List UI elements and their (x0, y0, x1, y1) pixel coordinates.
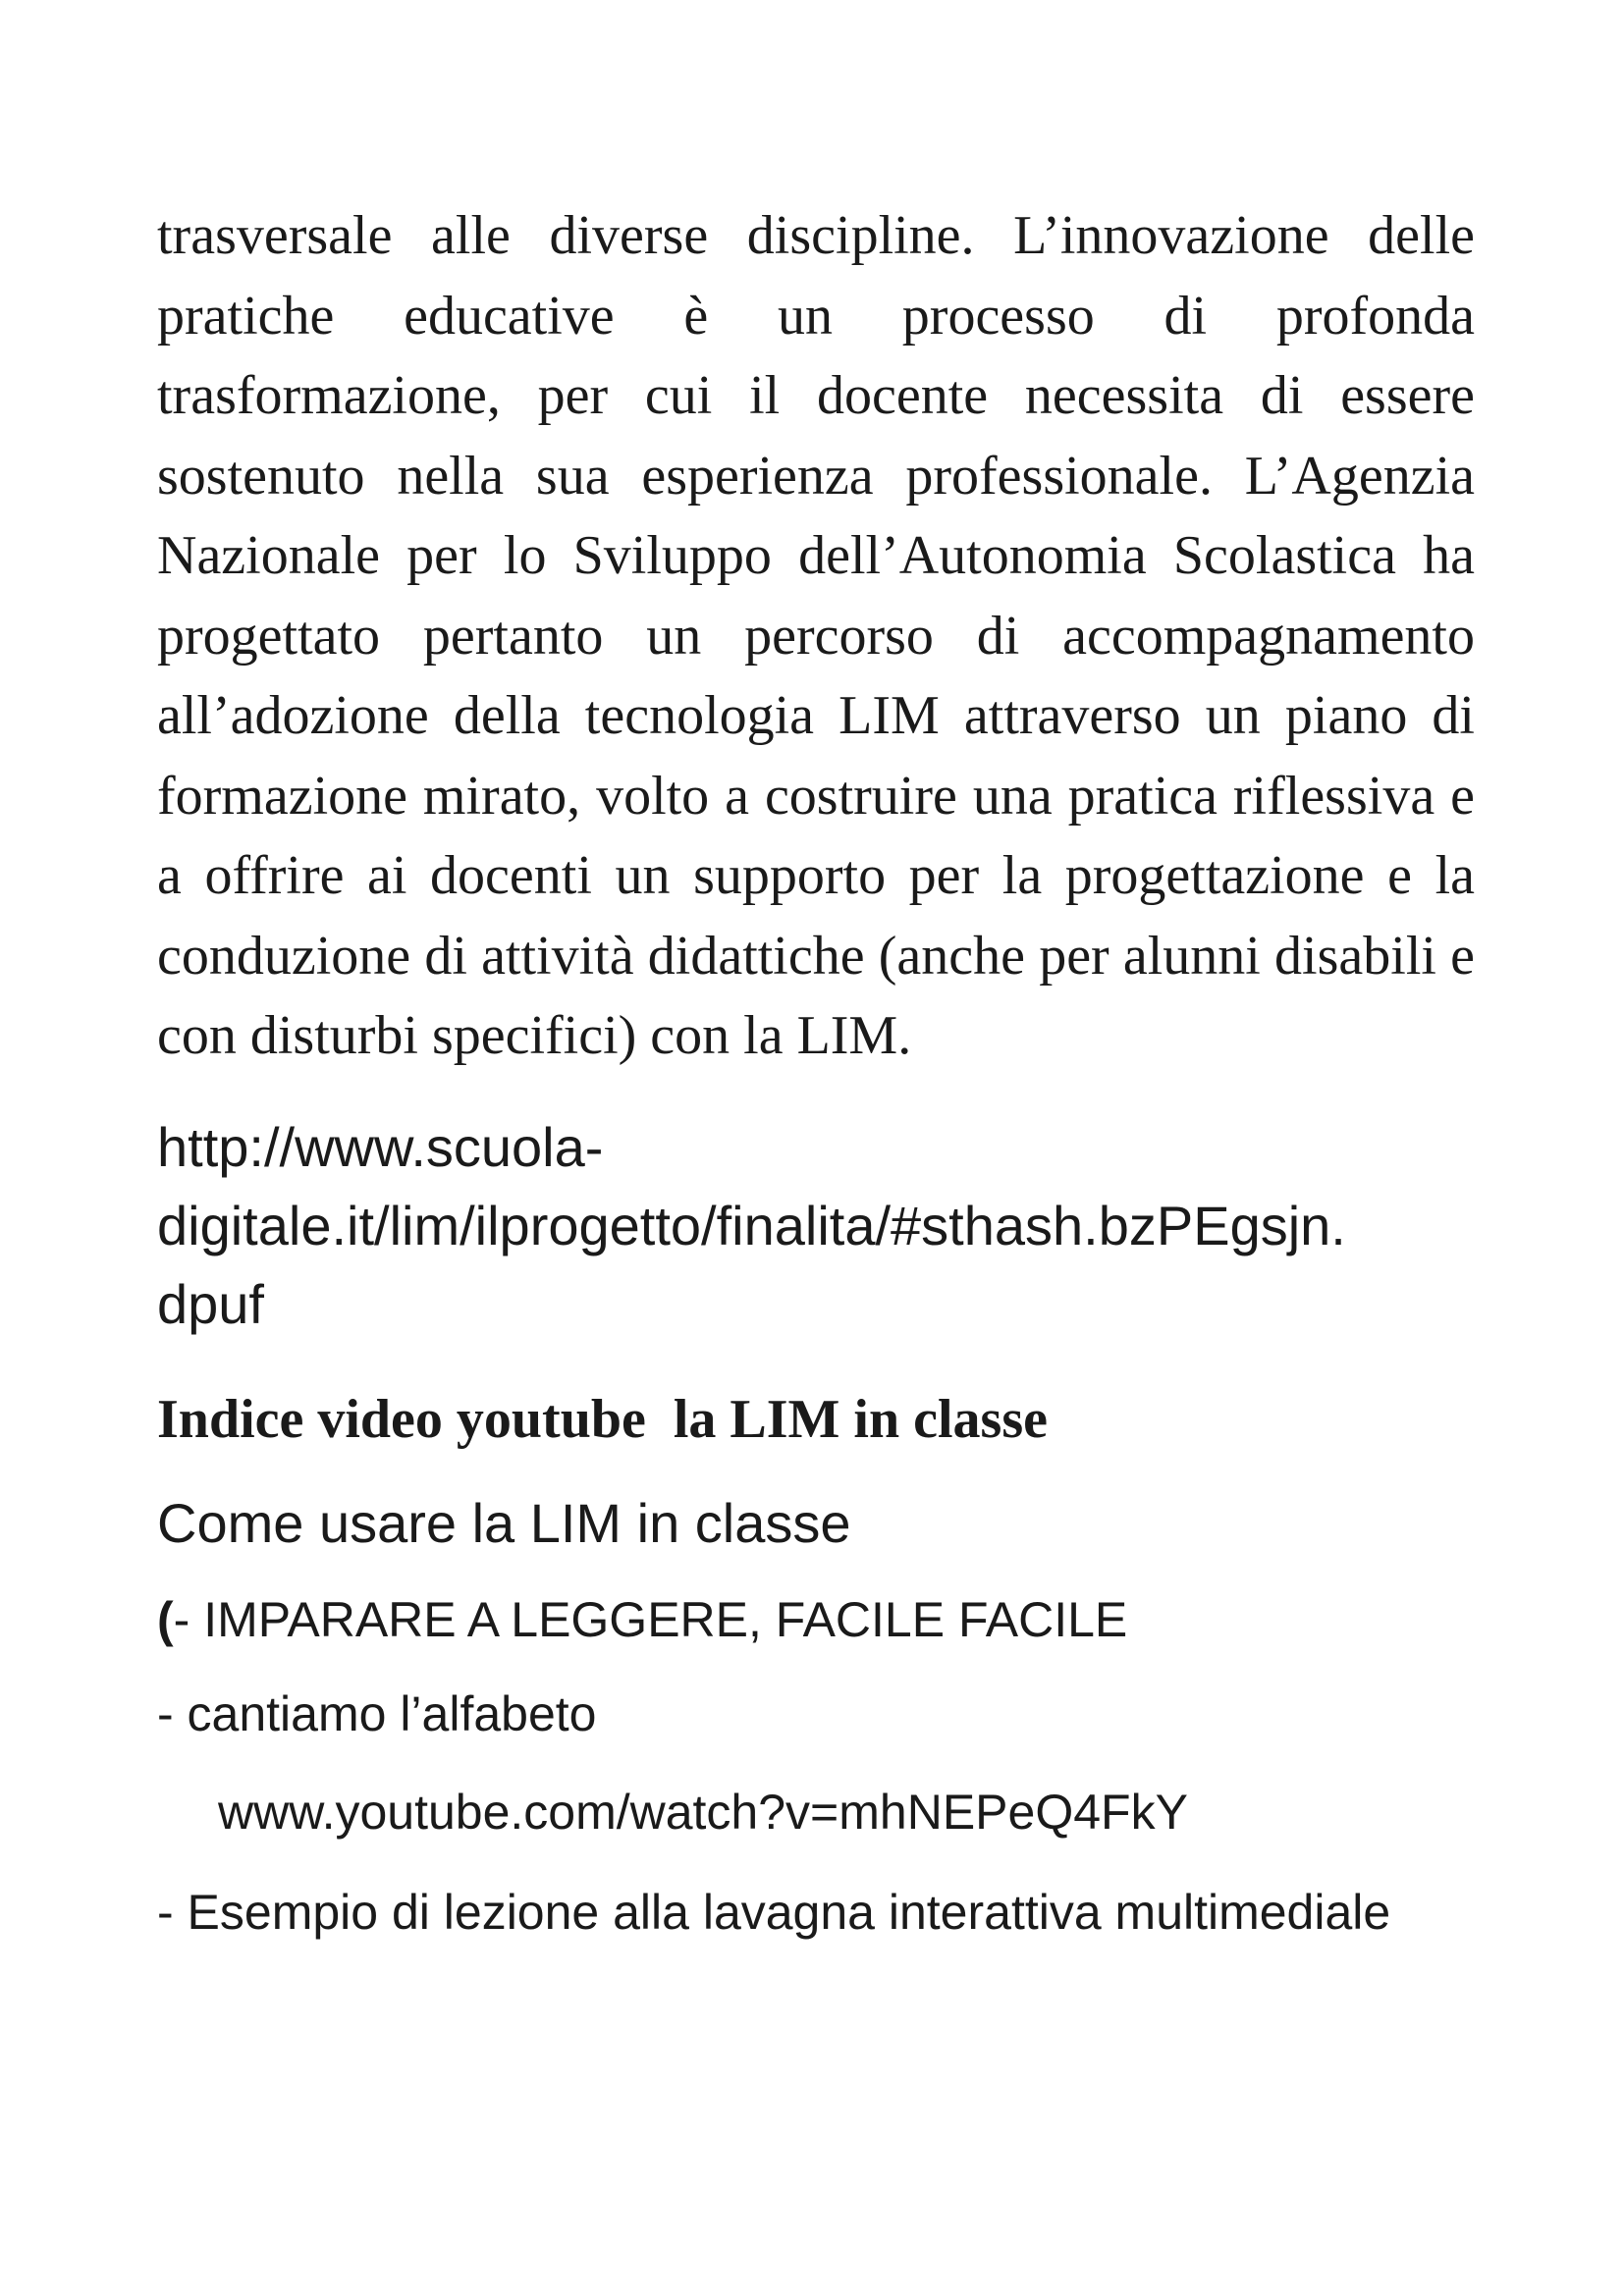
source-url-line-2: digitale.it/lim/ilprogetto/finalita/#sthash.bzPEgsjn. (157, 1194, 1346, 1256)
source-url-line-1: http://www.scuola- (157, 1115, 604, 1178)
source-url[interactable] (157, 1108, 1463, 1344)
page-content (157, 196, 1475, 1947)
list-item-esempio: - Esempio di lezione alla lavagna interattiva multimediale (157, 1884, 1391, 1940)
source-url-line-3: dpuf (157, 1272, 264, 1335)
open-paren: ( (157, 1591, 174, 1647)
list-item-imparare-text: - IMPARARE A LEGGERE, FACILE FACILE (173, 1591, 1128, 1647)
youtube-link[interactable]: www.youtube.com/watch?v=mhNEPeQ4FkY (218, 1784, 1188, 1840)
section-subheading: Come usare la LIM in classe (157, 1491, 851, 1554)
list-item-alfabeto: - cantiamo l’alfabeto (157, 1685, 597, 1741)
list-item-imparare (157, 1587, 1475, 1652)
video-index-heading: Indice video youtube la LIM in classe (157, 1388, 1048, 1450)
body-paragraph: trasversale alle diverse discipline. L’innovazione delle pratiche educative è un processo di profonda trasformazione, per cui il docente necessita di essere sostenuto nella sua esperienza professionale. L’Agenzia Nazionale per lo Sviluppo dell’Autonomia Scolastica ha progettato pertanto un percorso di accompagnamento all’adozione della tecnologia LIM attraverso un piano di formazione mirato, volto a costruire una pratica riflessiva e a offrire ai docenti un supporto per la progettazione e la conduzione di attività didattiche (anche per alunni disabili e con disturbi specifici) con la LIM. (157, 205, 1475, 1066)
